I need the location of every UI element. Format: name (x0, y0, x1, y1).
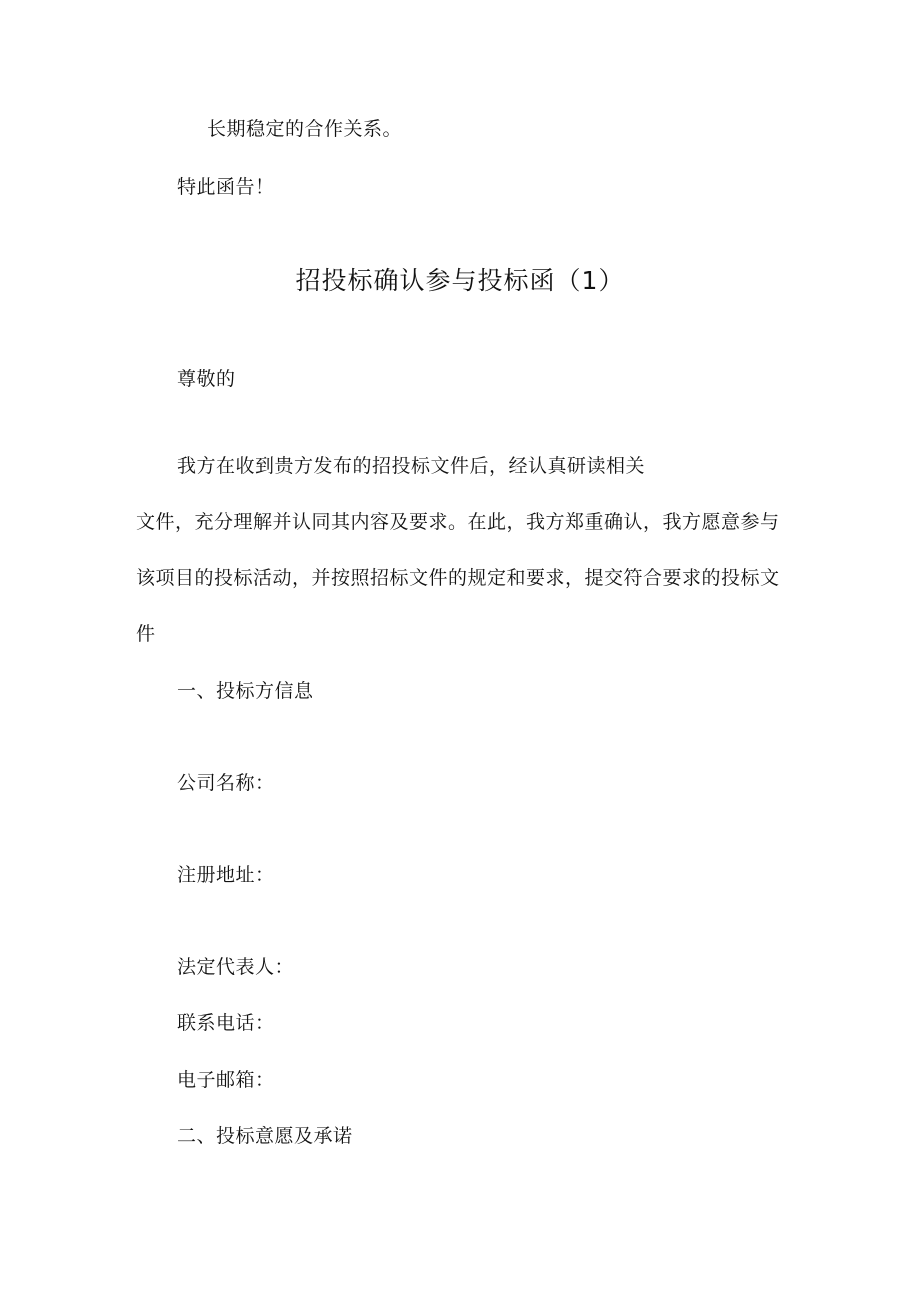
field-email: 电子邮箱： (177, 1069, 275, 1091)
salutation: 尊敬的 (177, 368, 236, 390)
body-line-1: 我方在收到贵方发布的招投标文件后，经认真研读相关 (177, 455, 646, 477)
field-phone: 联系电话： (177, 1012, 275, 1034)
field-company-name: 公司名称： (177, 772, 275, 794)
field-legal-representative: 法定代表人： (177, 956, 295, 978)
body-line-2: 文件，充分理解并认同其内容及要求。在此，我方郑重确认，我方愿意参与 (136, 511, 780, 533)
intro-line-2: 特此函告！ (177, 176, 275, 198)
section2-heading: 二、投标意愿及承诺 (177, 1125, 353, 1147)
body-line-3: 该项目的投标活动，并按照招标文件的规定和要求，提交符合要求的投标文 (136, 567, 780, 589)
body-line-4: 件 (136, 623, 156, 645)
field-registered-address: 注册地址： (177, 864, 275, 886)
intro-line-1: 长期稳定的合作关系。 (207, 118, 403, 140)
document-title: 招投标确认参与投标函（1） (295, 266, 625, 295)
section1-heading: 一、投标方信息 (177, 680, 314, 702)
